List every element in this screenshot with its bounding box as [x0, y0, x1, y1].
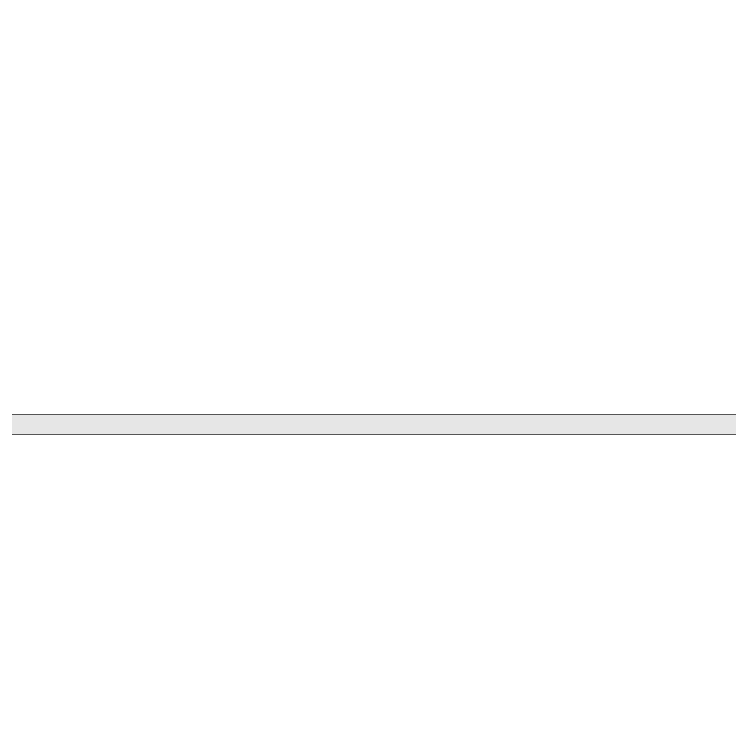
- factory-options-header: [12, 414, 736, 435]
